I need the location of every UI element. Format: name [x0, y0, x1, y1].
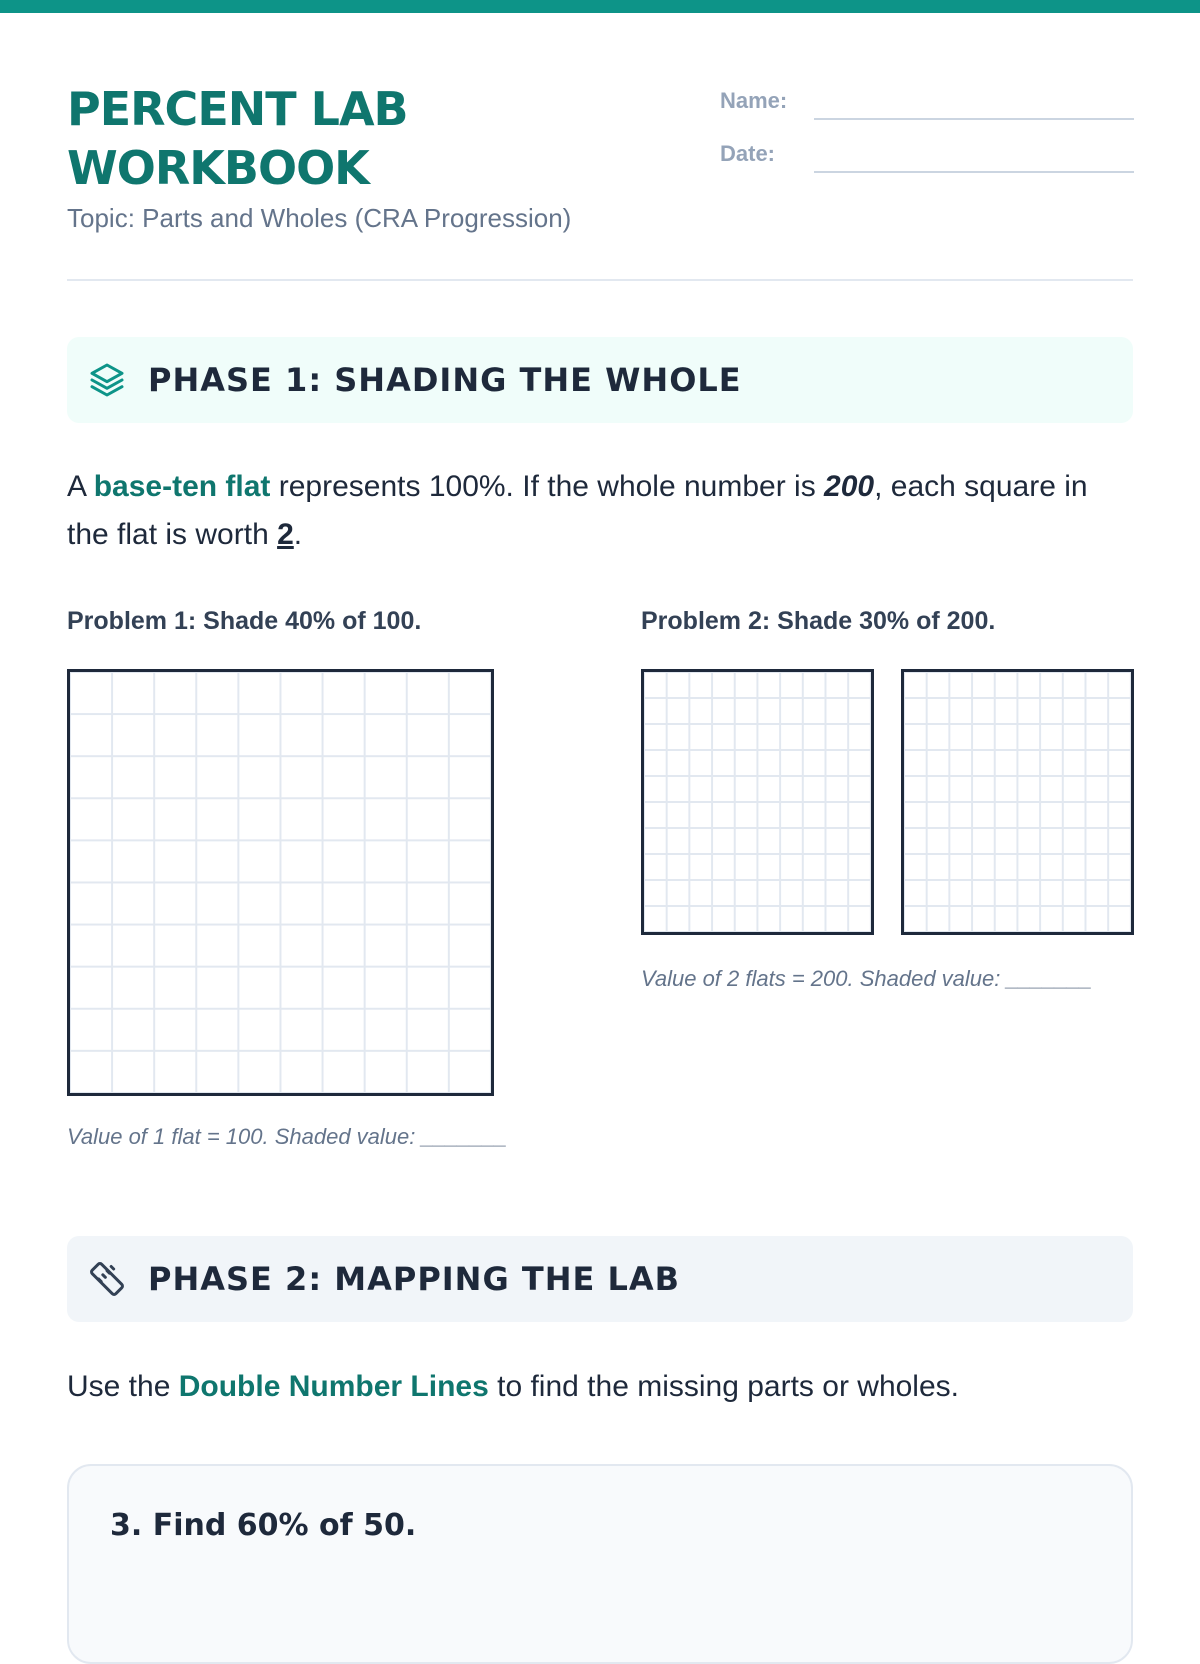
intro-text: A: [67, 470, 94, 503]
problem-1-title: Problem 1: Shade 40% of 100.: [67, 607, 422, 635]
hundred-grid-flat-1[interactable]: [641, 669, 874, 935]
phase-1-intro: [67, 463, 1133, 559]
page-title: [67, 80, 687, 198]
problem-2-caption: Value of 2 flats = 200. Shaded value: _______: [641, 966, 1093, 991]
topic-subtitle: Topic: Parts and Wholes (CRA Progression): [67, 203, 572, 233]
problem-2-title: Problem 2: Shade 30% of 200.: [641, 607, 996, 635]
phase-2-title: PHASE 2: MAPPING THE LAB: [148, 1260, 681, 1298]
name-label: Name:: [720, 88, 788, 113]
phase-2-header: [67, 1236, 1133, 1322]
hundred-grid-flat-2[interactable]: [901, 669, 1134, 935]
problem-1-caption: Value of 1 flat = 100. Shaded value: _______: [67, 1124, 508, 1149]
term-double-number-lines: Double Number Lines: [178, 1370, 489, 1403]
date-field[interactable]: [720, 133, 1134, 173]
whole-number: 200: [824, 470, 875, 503]
problem-3-card: [67, 1464, 1133, 1664]
intro-text: to find the missing parts or wholes.: [488, 1370, 959, 1403]
date-label: Date:: [720, 141, 776, 166]
date-blank-line[interactable]: [814, 171, 1134, 173]
ruler-icon: [87, 1259, 127, 1299]
page-title-line-1: PERCENT LAB: [67, 82, 408, 136]
name-blank-line[interactable]: [814, 118, 1134, 120]
name-field[interactable]: [720, 80, 1134, 120]
problem-3-title: 3. Find 60% of 50.: [110, 1508, 417, 1543]
intro-text: , each square in the flat is worth: [67, 470, 1088, 551]
hundred-grid-flat[interactable]: [67, 669, 494, 1096]
square-worth: 2: [277, 518, 294, 551]
intro-text: .: [293, 518, 303, 551]
intro-text: represents 100%. If the whole number is: [270, 470, 825, 503]
intro-text: Use the: [67, 1370, 179, 1403]
phase-1-title: PHASE 1: SHADING THE WHOLE: [148, 361, 742, 399]
page-title-line-2: WORKBOOK: [67, 141, 369, 195]
phase-2-intro: [67, 1363, 1133, 1411]
header-divider: [67, 279, 1133, 281]
layers-icon: [87, 360, 127, 400]
term-base-ten-flat: base-ten flat: [93, 470, 271, 503]
top-accent-bar: [0, 0, 1200, 13]
phase-1-header: [67, 337, 1133, 423]
